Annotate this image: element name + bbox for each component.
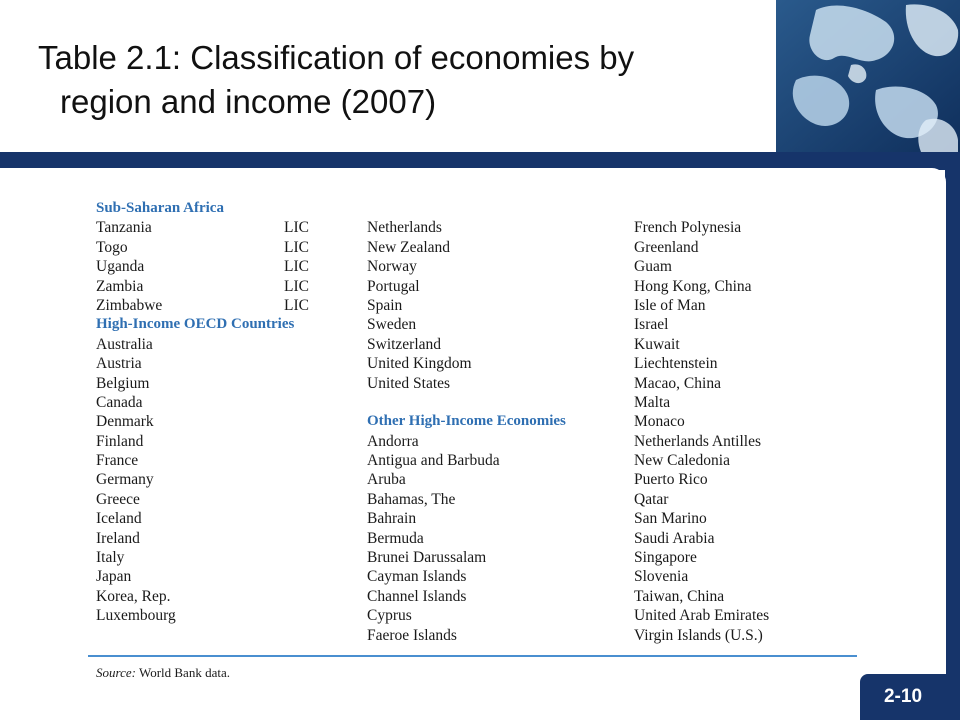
list-item: Greece	[96, 490, 140, 508]
source-note	[96, 665, 230, 681]
right-frame-bar	[945, 152, 960, 720]
country-name: Zambia	[96, 277, 144, 295]
list-item: Brunei Darussalam	[367, 549, 487, 567]
list-item: Singapore	[634, 549, 697, 567]
list-item: Greenland	[634, 238, 699, 256]
list-item: Ireland	[96, 529, 140, 547]
table-row	[96, 218, 309, 237]
list-item: Monaco	[634, 413, 685, 431]
list-item: Isle of Man	[634, 296, 706, 314]
table-row	[96, 296, 309, 315]
list-item: Austria	[96, 355, 142, 373]
country-name: Tanzania	[96, 219, 152, 237]
list-item: Italy	[96, 549, 125, 567]
list-item: French Polynesia	[634, 219, 742, 237]
list-item: Puerto Rico	[634, 471, 708, 489]
column-2	[367, 199, 566, 645]
list-item: New Zealand	[367, 238, 451, 256]
list-item: Sweden	[367, 316, 417, 334]
list-item: Spain	[367, 296, 403, 314]
list-item: Macao, China	[634, 374, 721, 392]
list-item: France	[96, 452, 139, 470]
list-item: San Marino	[634, 510, 707, 528]
country-name: Uganda	[96, 258, 145, 276]
list-item: Germany	[96, 471, 154, 489]
income-class: LIC	[284, 296, 309, 314]
table-bottom-rule	[88, 655, 857, 657]
list-item: Saudi Arabia	[634, 529, 715, 547]
heading-other-high-income: Other High-Income Economies	[367, 413, 566, 430]
list-item: Malta	[634, 393, 671, 411]
income-class: LIC	[284, 238, 309, 256]
list-item: Portugal	[367, 277, 420, 295]
list-item: Australia	[96, 335, 153, 353]
source-label: Source:	[96, 665, 136, 680]
slide-number: 2-10	[860, 674, 946, 720]
country-name: Zimbabwe	[96, 296, 163, 314]
column-spacer	[367, 393, 566, 412]
heading-high-income-oecd: High-Income OECD Countries	[96, 316, 295, 333]
slide-title	[38, 36, 758, 124]
list-item: Channel Islands	[367, 587, 467, 605]
list-item: Netherlands Antilles	[634, 432, 761, 450]
list-item: Korea, Rep.	[96, 587, 171, 605]
source-text: World Bank data.	[135, 665, 230, 680]
list-item: United States	[367, 374, 451, 392]
list-item: Bahrain	[367, 510, 417, 528]
list-item: Luxembourg	[96, 607, 176, 625]
list-item: Belgium	[96, 374, 150, 392]
list-item: Qatar	[634, 490, 669, 508]
world-map-decoration	[776, 0, 960, 152]
list-item: Denmark	[96, 413, 154, 431]
list-item: Norway	[367, 258, 417, 276]
list-item: New Caledonia	[634, 452, 730, 470]
table-row	[96, 277, 309, 296]
list-item: Aruba	[367, 471, 406, 489]
table-row	[96, 238, 309, 257]
column-1	[96, 199, 309, 626]
table-row	[96, 257, 309, 276]
list-item: Finland	[96, 432, 144, 450]
list-item: Guam	[634, 258, 672, 276]
list-item: Liechtenstein	[634, 355, 718, 373]
list-item: Switzerland	[367, 335, 442, 353]
list-item: Israel	[634, 316, 669, 334]
list-item: Slovenia	[634, 568, 689, 586]
list-item: United Arab Emirates	[634, 607, 770, 625]
list-item: Andorra	[367, 432, 419, 450]
country-name: Togo	[96, 238, 128, 256]
title-line-1: Table 2.1: Classification of economies by	[38, 39, 635, 76]
column-3	[634, 199, 769, 645]
list-item: Bahamas, The	[367, 490, 456, 508]
list-item: Cayman Islands	[367, 568, 467, 586]
column-spacer	[367, 199, 566, 218]
list-item: United Kingdom	[367, 355, 472, 373]
list-item: Netherlands	[367, 219, 442, 237]
column-spacer	[634, 199, 769, 218]
list-item: Kuwait	[634, 335, 680, 353]
title-line-2: region and income (2007)	[60, 83, 437, 120]
list-item: Virgin Islands (U.S.)	[634, 626, 763, 644]
list-item: Iceland	[96, 510, 142, 528]
income-class: LIC	[284, 258, 309, 276]
list-item: Hong Kong, China	[634, 277, 752, 295]
list-item: Antigua and Barbuda	[367, 452, 500, 470]
list-item: Canada	[96, 393, 143, 411]
list-item: Faeroe Islands	[367, 626, 457, 644]
heading-sub-saharan-africa: Sub-Saharan Africa	[96, 200, 224, 216]
income-class: LIC	[284, 277, 309, 295]
list-item: Bermuda	[367, 529, 424, 547]
list-item: Taiwan, China	[634, 587, 725, 605]
income-class: LIC	[284, 219, 309, 237]
list-item: Cyprus	[367, 607, 412, 625]
list-item: Japan	[96, 568, 132, 586]
